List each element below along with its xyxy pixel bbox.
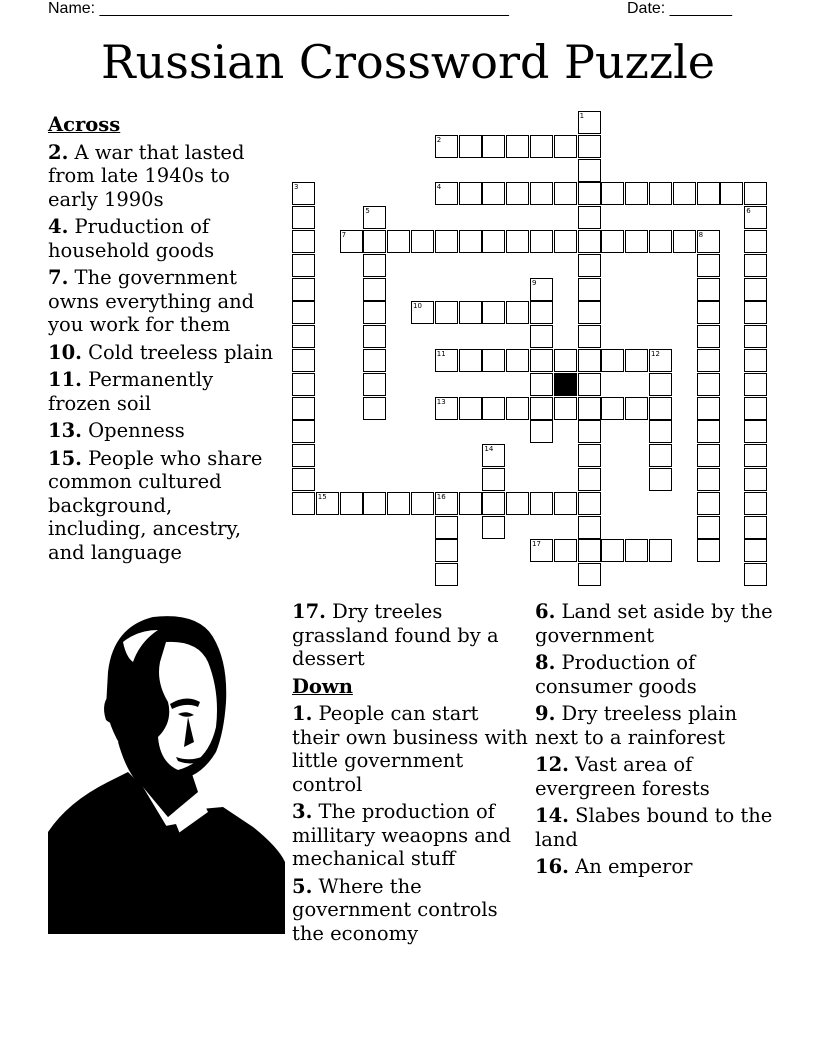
grid-cell[interactable]: [554, 349, 577, 372]
grid-cell[interactable]: [506, 492, 529, 515]
grid-cell[interactable]: [625, 230, 648, 253]
date-field[interactable]: Date: _______: [627, 0, 732, 17]
grid-cell[interactable]: [292, 254, 315, 277]
clue-number: 7.: [48, 266, 69, 289]
across-clue: [48, 266, 276, 337]
grid-cell[interactable]: [292, 373, 315, 396]
grid-cell[interactable]: [411, 230, 434, 253]
leader-portrait-silhouette: [48, 612, 285, 934]
cell-number: 13: [436, 397, 446, 406]
grid-cell[interactable]: [578, 373, 601, 396]
grid-cell[interactable]: [697, 230, 720, 253]
grid-cell[interactable]: [744, 397, 767, 420]
clue-number: 11.: [48, 368, 82, 391]
grid-cell[interactable]: [435, 397, 458, 420]
grid-cell[interactable]: [578, 349, 601, 372]
cell-number: 6: [746, 207, 751, 216]
grid-cell[interactable]: [506, 135, 529, 158]
grid-cell[interactable]: [530, 325, 553, 348]
grid-cell[interactable]: [744, 254, 767, 277]
across-heading: Across: [48, 113, 121, 136]
grid-cell[interactable]: [697, 278, 720, 301]
clue-number: 15.: [48, 446, 82, 470]
cell-number: 10: [413, 302, 422, 311]
clue-number: 6.: [535, 600, 556, 623]
grid-cell[interactable]: [697, 397, 720, 420]
clue-number: 14.: [535, 804, 569, 827]
grid-cell[interactable]: [292, 397, 315, 420]
page-title: Russian Crossword Puzzle: [100, 35, 716, 89]
across-clue: [48, 447, 276, 565]
clue-text: People who share common cultured background, including, ancestry, and language: [48, 446, 263, 564]
grid-cell[interactable]: [292, 349, 315, 372]
grid-cell[interactable]: [530, 349, 553, 372]
clue-number: 1.: [292, 702, 313, 725]
grid-cell[interactable]: [292, 278, 315, 301]
grid-cell[interactable]: [411, 301, 434, 324]
clue-text: Vast area of evergreen forests: [535, 753, 710, 800]
grid-cell[interactable]: [482, 230, 505, 253]
clue-text: Cold treeless plain: [81, 340, 274, 364]
grid-cell[interactable]: [387, 230, 410, 253]
grid-cell[interactable]: [649, 182, 672, 205]
grid-cell[interactable]: [601, 349, 624, 372]
grid-cell[interactable]: [744, 539, 767, 562]
grid-block: [554, 373, 577, 396]
grid-cell[interactable]: [435, 516, 458, 539]
middle-clues: [292, 600, 528, 949]
clue-number: 3.: [292, 800, 313, 823]
grid-cell[interactable]: [482, 397, 505, 420]
grid-cell[interactable]: [578, 135, 601, 158]
grid-cell[interactable]: [435, 563, 458, 586]
grid-cell[interactable]: [673, 182, 696, 205]
clue-number: 12.: [535, 753, 569, 776]
grid-cell[interactable]: [697, 182, 720, 205]
grid-cell[interactable]: [649, 230, 672, 253]
clue-number: 13.: [48, 419, 82, 442]
clue-text: Slabes bound to the land: [535, 804, 773, 851]
clue-text: The production of millitary weaopns and mechanical stuff: [292, 800, 511, 870]
grid-cell[interactable]: [482, 349, 505, 372]
clue-text: A war that lasted from late 1940s to early 1990s: [48, 140, 245, 211]
grid-cell[interactable]: [435, 539, 458, 562]
grid-cell[interactable]: [625, 349, 648, 372]
across-clue: [48, 341, 276, 365]
grid-cell[interactable]: [744, 444, 767, 467]
grid-cell[interactable]: [363, 325, 386, 348]
grid-cell[interactable]: [744, 301, 767, 324]
clue-number: 9.: [535, 702, 556, 725]
grid-cell[interactable]: [316, 492, 339, 515]
grid-cell[interactable]: [744, 373, 767, 396]
clue-number: 17.: [292, 600, 326, 623]
grid-cell[interactable]: [459, 397, 482, 420]
grid-cell[interactable]: [411, 492, 434, 515]
grid-cell[interactable]: [744, 278, 767, 301]
grid-cell[interactable]: [435, 182, 458, 205]
grid-cell[interactable]: [601, 539, 624, 562]
grid-cell[interactable]: [578, 516, 601, 539]
grid-cell[interactable]: [530, 230, 553, 253]
grid-cell[interactable]: [554, 182, 577, 205]
grid-cell[interactable]: [578, 182, 601, 205]
grid-cell[interactable]: [292, 468, 315, 491]
grid-cell[interactable]: [482, 301, 505, 324]
down-heading: Down: [292, 674, 353, 698]
clue-number: 10.: [48, 340, 82, 364]
name-field[interactable]: Name: ______________________________________________: [48, 0, 509, 17]
grid-cell[interactable]: [459, 349, 482, 372]
clue-number: 2.: [48, 140, 69, 164]
grid-cell[interactable]: [578, 159, 601, 182]
grid-cell[interactable]: [435, 301, 458, 324]
clue-text: Pruduction of household goods: [48, 215, 215, 262]
grid-cell[interactable]: [744, 325, 767, 348]
grid-cell[interactable]: [697, 516, 720, 539]
grid-cell[interactable]: [459, 492, 482, 515]
grid-cell[interactable]: [363, 492, 386, 515]
grid-cell[interactable]: [649, 420, 672, 443]
across-clues: [48, 113, 276, 568]
grid-cell[interactable]: [744, 468, 767, 491]
grid-cell[interactable]: [697, 254, 720, 277]
cell-number: 7: [341, 231, 347, 239]
down-clue: [535, 651, 775, 698]
grid-cell[interactable]: [292, 182, 315, 205]
clue-text: The government owns everything and you work for them: [48, 266, 255, 336]
grid-cell[interactable]: [482, 182, 505, 205]
grid-cell[interactable]: [649, 349, 672, 372]
clue-number: 16.: [535, 855, 569, 878]
grid-cell[interactable]: [292, 206, 315, 229]
clue-text: Openness: [81, 419, 185, 442]
grid-cell[interactable]: [744, 206, 767, 229]
grid-cell[interactable]: [744, 563, 767, 586]
grid-cell[interactable]: [292, 492, 315, 515]
grid-cell[interactable]: [744, 516, 767, 539]
grid-cell[interactable]: [578, 492, 601, 515]
down-clue: [292, 800, 528, 871]
grid-cell[interactable]: [697, 468, 720, 491]
grid-cell[interactable]: [530, 373, 553, 396]
clue-text: People can start their own business with little government control: [292, 702, 528, 796]
grid-cell[interactable]: [578, 230, 601, 253]
cell-number: 1: [579, 112, 585, 120]
grid-cell[interactable]: [578, 111, 601, 134]
clue-number: 4.: [48, 215, 69, 238]
grid-cell[interactable]: [363, 301, 386, 324]
grid-cell[interactable]: [506, 301, 529, 324]
cell-number: 11: [436, 350, 446, 358]
cell-number: 12: [651, 350, 660, 358]
grid-cell[interactable]: [292, 444, 315, 467]
grid-cell[interactable]: [482, 516, 505, 539]
grid-cell[interactable]: [363, 397, 386, 420]
grid-cell[interactable]: [435, 230, 458, 253]
cell-number: 16: [436, 492, 446, 501]
grid-cell[interactable]: [578, 301, 601, 324]
cell-number: 2: [436, 135, 442, 144]
clue-text: Permanently frozen soil: [48, 368, 214, 415]
cell-number: 3: [294, 183, 299, 192]
grid-cell[interactable]: [506, 230, 529, 253]
grid-cell[interactable]: [387, 492, 410, 515]
clue-text: Land set aside by the government: [535, 600, 773, 647]
grid-cell[interactable]: [340, 492, 363, 515]
clue-text: Where the government controls the economy: [292, 874, 498, 945]
grid-cell[interactable]: [578, 206, 601, 229]
grid-cell[interactable]: [697, 349, 720, 372]
grid-cell[interactable]: [292, 420, 315, 443]
grid-cell[interactable]: [459, 135, 482, 158]
grid-cell[interactable]: [578, 563, 601, 586]
grid-cell[interactable]: [459, 230, 482, 253]
grid-cell[interactable]: [625, 182, 648, 205]
grid-cell[interactable]: [697, 444, 720, 467]
grid-cell[interactable]: [506, 349, 529, 372]
grid-cell[interactable]: [744, 492, 767, 515]
down-clue: [535, 600, 775, 647]
grid-cell[interactable]: [363, 278, 386, 301]
down-clue: [535, 855, 775, 879]
grid-cell[interactable]: [601, 230, 624, 253]
down-clue: [292, 702, 528, 796]
grid-cell[interactable]: [649, 397, 672, 420]
grid-cell[interactable]: [578, 420, 601, 443]
grid-cell[interactable]: [554, 397, 577, 420]
cell-number: 17: [532, 540, 541, 549]
grid-cell[interactable]: [578, 397, 601, 420]
grid-cell[interactable]: [363, 349, 386, 372]
grid-cell[interactable]: [649, 444, 672, 467]
down-clue: [535, 753, 775, 800]
grid-cell[interactable]: [697, 492, 720, 515]
grid-cell[interactable]: [530, 135, 553, 158]
grid-cell[interactable]: [363, 206, 386, 229]
grid-cell[interactable]: [435, 492, 458, 515]
grid-cell[interactable]: [578, 325, 601, 348]
grid-cell[interactable]: [649, 539, 672, 562]
across-clue: [48, 368, 276, 415]
grid-cell[interactable]: [578, 539, 601, 562]
grid-cell[interactable]: [578, 444, 601, 467]
grid-cell[interactable]: [625, 539, 648, 562]
grid-cell[interactable]: [459, 182, 482, 205]
across-clue: [48, 141, 276, 212]
grid-cell[interactable]: [435, 135, 458, 158]
grid-cell[interactable]: [578, 254, 601, 277]
grid-cell[interactable]: [554, 492, 577, 515]
grid-cell[interactable]: [554, 135, 577, 158]
right-clues: [535, 600, 775, 883]
grid-cell[interactable]: [482, 468, 505, 491]
cell-number: 9: [532, 278, 537, 287]
grid-cell[interactable]: [363, 373, 386, 396]
grid-cell[interactable]: [554, 230, 577, 253]
grid-cell[interactable]: [601, 397, 624, 420]
grid-cell[interactable]: [530, 397, 553, 420]
grid-cell[interactable]: [744, 230, 767, 253]
grid-cell[interactable]: [506, 397, 529, 420]
grid-cell[interactable]: [744, 349, 767, 372]
grid-cell[interactable]: [673, 230, 696, 253]
grid-cell[interactable]: [720, 182, 743, 205]
grid-cell[interactable]: [292, 301, 315, 324]
grid-cell[interactable]: [530, 278, 553, 301]
clue-text: Production of consumer goods: [535, 651, 697, 698]
across-clue: [48, 215, 276, 262]
down-clue: [535, 702, 775, 749]
grid-cell[interactable]: [292, 325, 315, 348]
cell-number: 15: [317, 492, 327, 501]
clue-number: 8.: [535, 651, 556, 674]
grid-cell[interactable]: [697, 373, 720, 396]
grid-cell[interactable]: [435, 349, 458, 372]
clue-text: Dry treeless plain next to a rainforest: [535, 702, 738, 749]
down-clue: [535, 804, 775, 851]
across-clue: [48, 419, 276, 443]
grid-cell[interactable]: [530, 301, 553, 324]
grid-cell[interactable]: [459, 301, 482, 324]
across-clue: [292, 600, 528, 671]
grid-cell[interactable]: [625, 397, 648, 420]
grid-cell[interactable]: [601, 182, 624, 205]
grid-cell[interactable]: [506, 182, 529, 205]
name-date-line: [48, 0, 748, 20]
grid-cell[interactable]: [340, 230, 363, 253]
grid-cell[interactable]: [578, 468, 601, 491]
grid-cell[interactable]: [530, 539, 553, 562]
grid-cell[interactable]: [649, 373, 672, 396]
grid-cell[interactable]: [744, 182, 767, 205]
grid-cell[interactable]: [744, 420, 767, 443]
grid-cell[interactable]: [697, 420, 720, 443]
cell-number: 8: [698, 231, 704, 239]
clue-text: Dry treeles grassland found by a dessert: [292, 600, 499, 670]
grid-cell[interactable]: [363, 254, 386, 277]
grid-cell[interactable]: [697, 539, 720, 562]
grid-cell[interactable]: [530, 492, 553, 515]
grid-cell[interactable]: [697, 325, 720, 348]
grid-cell[interactable]: [482, 492, 505, 515]
grid-cell[interactable]: [363, 230, 386, 253]
cell-number: 4: [436, 183, 442, 192]
grid-cell[interactable]: [554, 539, 577, 562]
grid-cell[interactable]: [530, 182, 553, 205]
grid-cell[interactable]: [530, 420, 553, 443]
clue-number: 5.: [292, 874, 313, 898]
grid-cell[interactable]: [482, 444, 505, 467]
down-clue: [292, 875, 528, 946]
grid-cell[interactable]: [697, 301, 720, 324]
grid-cell[interactable]: [482, 135, 505, 158]
grid-cell[interactable]: [292, 230, 315, 253]
cell-number: 5: [365, 207, 370, 216]
grid-cell[interactable]: [649, 468, 672, 491]
clue-text: An emperor: [568, 855, 693, 878]
cell-number: 14: [484, 445, 494, 454]
grid-cell[interactable]: [578, 278, 601, 301]
